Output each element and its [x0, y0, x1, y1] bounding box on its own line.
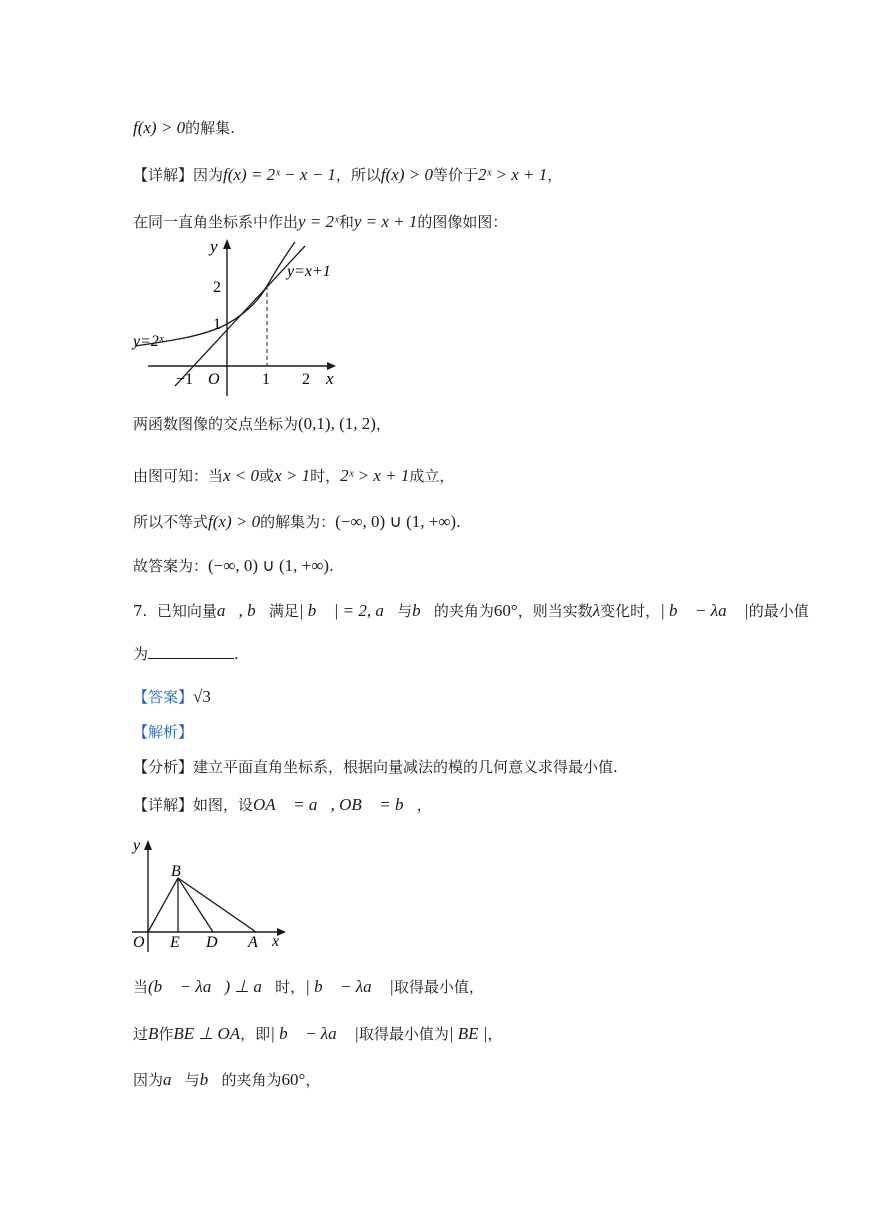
math-expr: (−∞, 0) ∪ (1, +∞) — [208, 556, 330, 575]
question-number: 7. — [133, 602, 148, 620]
math-expr: y = x + 1 — [353, 212, 418, 231]
point-label-E: E — [170, 934, 180, 951]
text: 变化时， — [600, 602, 661, 620]
math-expr: λ — [592, 601, 601, 620]
math-expr: | b⃗ − λa⃗ | — [270, 1024, 359, 1043]
math-expr: f(x) > 0 — [380, 165, 433, 184]
math-expr: | BE | — [448, 1024, 488, 1043]
x-tick-label: −1 — [176, 371, 194, 388]
text: 满足 — [268, 602, 299, 620]
x-tick-label: 1 — [262, 371, 270, 388]
text: 作 — [158, 1025, 174, 1043]
text: . — [234, 645, 239, 663]
segment-BD — [178, 878, 213, 932]
y-axis-arrow — [144, 840, 152, 850]
text-line — [133, 512, 461, 532]
text-line — [133, 1070, 320, 1090]
vector-diagram — [130, 834, 295, 954]
math-expr: 2ˣ > x + 1 — [340, 466, 410, 485]
text: . — [456, 513, 461, 531]
function-graph — [130, 236, 345, 401]
point-label-B: B — [171, 863, 181, 880]
x-axis-label: x — [326, 369, 334, 388]
origin-label: O — [208, 371, 220, 388]
y-tick-label: 1 — [213, 316, 221, 333]
answer-blank — [148, 644, 234, 659]
text: 如图，设 — [193, 796, 254, 814]
analysis-tag: 【解析】 — [133, 723, 194, 741]
text: ，即 — [240, 1025, 271, 1043]
text: 在同一直角坐标系中作出 — [133, 213, 299, 231]
text: 的夹角为 — [221, 1071, 282, 1089]
text: 为 — [133, 645, 149, 663]
text-line — [133, 212, 507, 232]
point-label-O: O — [133, 934, 145, 951]
text: 和 — [338, 213, 354, 231]
text: 取得最小值为 — [358, 1025, 449, 1043]
text: 的最小值 — [748, 602, 809, 620]
text: 时， — [275, 978, 306, 996]
answer-value: √3 — [193, 687, 211, 706]
text: ， — [305, 1071, 321, 1089]
math-expr: x > 1 — [274, 466, 311, 485]
answer-tag: 【答案】 — [133, 688, 194, 706]
y-axis-label: y — [133, 837, 141, 854]
math-expr: a⃗, b⃗ — [216, 601, 269, 620]
text: 建立平面直角坐标系，根据向量减法的模的几何意义求得最小值. — [193, 758, 618, 776]
text: ，所以 — [335, 166, 381, 184]
math-expr: (0,1), (1, 2) — [298, 414, 376, 433]
point-label-D: D — [206, 934, 218, 951]
text: 与 — [184, 1071, 200, 1089]
text: 的图像如图： — [417, 213, 508, 231]
math-expr: b⃗ — [412, 601, 434, 620]
text: . — [329, 557, 334, 575]
text: 由图可知：当 — [133, 467, 224, 485]
text: 所以不等式 — [133, 513, 209, 531]
y-axis-label: y — [210, 237, 218, 256]
question-line — [133, 601, 809, 621]
text: 故答案为： — [133, 557, 209, 575]
math-expr: BE ⊥ OA — [173, 1024, 241, 1043]
math-expr: b⃗ — [199, 1070, 222, 1089]
math-expr: OA⃗ = a⃗, OB⃗ = b⃗ — [253, 795, 417, 814]
math-expr: 2ˣ > x + 1 — [477, 165, 548, 184]
line-label: y=x+1 — [287, 263, 331, 280]
text: 两函数图像的交点坐标为 — [133, 415, 299, 433]
text: 过 — [133, 1025, 149, 1043]
text-line — [133, 118, 235, 138]
segment-OB — [148, 878, 178, 932]
math-expr: | b⃗ − λa⃗ | — [660, 601, 749, 620]
text-line — [133, 165, 562, 185]
text: 因为 — [193, 166, 224, 184]
question-line — [133, 644, 239, 664]
text-line — [133, 466, 454, 486]
text: 与 — [397, 602, 413, 620]
point-label-A: A — [248, 934, 258, 951]
math-expr: a⃗ — [163, 1070, 185, 1089]
answer-line — [133, 687, 211, 707]
text: 或 — [259, 467, 275, 485]
text: 的夹角为 — [433, 602, 494, 620]
text: 已知向量 — [156, 602, 217, 620]
math-expr: f(x) = 2ˣ − x − 1 — [223, 165, 336, 184]
text: 取得最小值， — [393, 978, 484, 996]
text: 的解集为： — [260, 513, 336, 531]
text: 当 — [133, 978, 149, 996]
x-tick-label: 2 — [302, 371, 310, 388]
section-tag: 【详解】 — [133, 796, 194, 814]
y-tick-label: 2 — [213, 279, 221, 296]
linear-line — [175, 246, 305, 386]
text-line — [133, 1024, 502, 1044]
text: ， — [487, 1025, 503, 1043]
text-line — [133, 414, 391, 434]
text-line — [133, 977, 484, 997]
text: ， — [547, 166, 563, 184]
text: ， — [416, 796, 432, 814]
curve-label: y=2ˣ — [133, 333, 164, 350]
math-expr: x < 0 — [223, 466, 260, 485]
math-expr: f(x) > 0 — [208, 512, 261, 531]
section-tag: 【详解】 — [133, 166, 194, 184]
math-expr: B — [148, 1024, 159, 1043]
text: ， — [375, 415, 391, 433]
segment-BA — [178, 878, 256, 932]
math-expr: 60° — [493, 601, 518, 620]
text-line — [133, 556, 334, 576]
analysis-heading — [133, 722, 193, 742]
text: 成立， — [409, 467, 455, 485]
math-expr: | b⃗ − λa⃗ | — [305, 977, 394, 996]
text: 时， — [310, 467, 341, 485]
math-expr: y = 2ˣ — [298, 212, 339, 231]
math-expr: 60° — [281, 1070, 306, 1089]
x-axis-label: x — [272, 933, 280, 950]
math-expr: (−∞, 0) ∪ (1, +∞) — [335, 512, 457, 531]
text: 因为 — [133, 1071, 164, 1089]
text: 等价于 — [432, 166, 478, 184]
text-line — [133, 757, 618, 777]
section-tag: 【分析】 — [133, 758, 194, 776]
math-expr: f(x) > 0 — [133, 118, 186, 137]
y-axis-arrow — [223, 239, 231, 249]
text: ，则当实数 — [517, 602, 593, 620]
text: 的解集. — [185, 119, 235, 137]
math-expr: | b⃗ | = 2, a⃗ — [298, 601, 398, 620]
math-expr: (b⃗ − λa⃗) ⊥ a⃗ — [148, 977, 276, 996]
text-line — [133, 795, 432, 815]
